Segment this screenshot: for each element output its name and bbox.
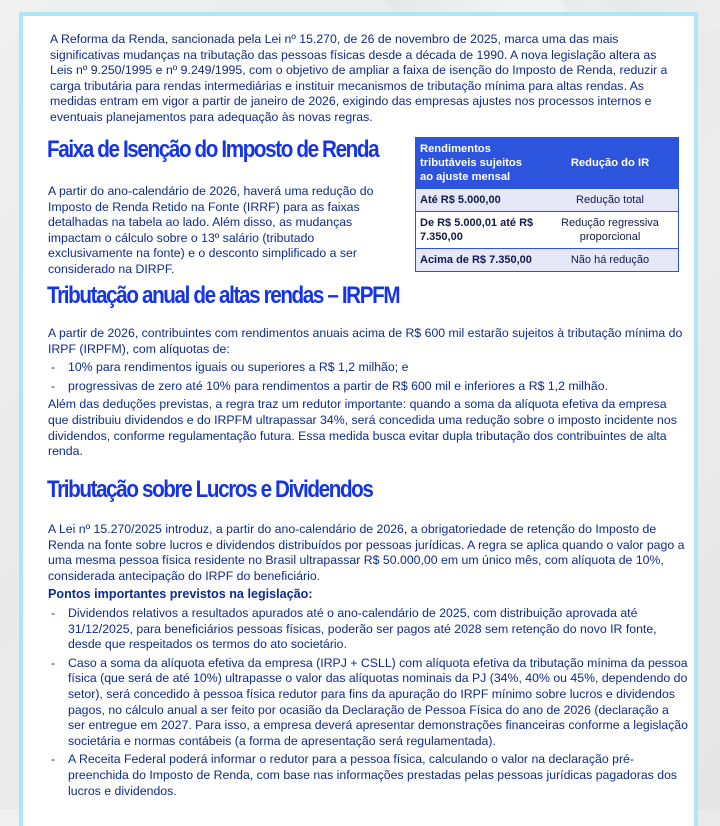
list-item [48, 379, 688, 395]
dash-bullet-icon: - [51, 360, 56, 375]
irpfm-intro: A partir de 2026, contribuintes com rendimentos anuais acima de R$ 600 mil estarão sujeitos à tributação mínima do IRPF (IRPFM), com alíquotas de: [48, 326, 683, 356]
table-row [416, 189, 679, 212]
document-card [19, 12, 698, 826]
lucros-section [48, 522, 688, 799]
table-header-income: Rendimentos tributáveis sujeitos ao ajuste mensal [416, 138, 543, 189]
list-item [48, 606, 688, 653]
list-item [48, 656, 688, 750]
table-cell-reduction: Redução regressiva proporcional [542, 212, 679, 249]
dash-bullet-icon: - [51, 655, 56, 670]
intro-paragraph: A Reforma da Renda, sancionada pela Lei nº 15.270, de 26 de novembro de 2025, marca uma das mais significativas mudanças na tributação das pessoas físicas desde a década de 1990. A nova legislação altera as Leis nº 9.250/1995 e nº 9.249/1995, com o objetivo de ampliar a faixa de isenção do Imposto de Renda, reduzir a carga tributária para rendas intermediárias e instituir mecanismos de tributação mínima para altas rendas. As medidas entram em vigor a partir de janeiro de 2026, exigindo das empresas ajustes nos processos internos e eventuais planejamentos para adequação às novas regras. [50, 32, 668, 124]
table-cell-reduction: Redução total [542, 189, 679, 212]
lucros-intro: A Lei nº 15.270/2025 introduz, a partir do ano-calendário de 2026, a obrigatoriedade de retenção do Imposto de Renda na fonte sobre lucros e dividendos distribuídos por pessoas jurídicas. A regra se aplica quando o valor pago a uma mesma pessoa física residente no Brasil ultrapassar R$ 50.000,00 em um único mês, com alíquota de 10%, considerada antecipação do IRPF do beneficiário. [48, 522, 685, 583]
table-cell-income: De R$ 5.000,01 até R$ 7.350,00 [416, 212, 543, 249]
table-header-reduction: Redução do IR [542, 138, 679, 189]
table-cell-income: Acima de R$ 7.350,00 [416, 249, 543, 272]
list-item-text: Caso a soma da alíquota efetiva da empresa (IRPJ + CSLL) com alíquota efetiva da tributação mínima da pessoa física (que será de até 10%) ultrapasse o valor das alíquotas nominais da PJ (34%, 40% ou 45%, dependendo do setor), será concedido à pessoa física redutor para fins da apuração do IRPF mínimo sobre lucros e dividendos pagos, no cálculo anual a ser feito por ocasião da Declaração de Pessoa Física do ano de 2026 (declaração a ser entregue em 2027. Para isso, a empresa deverá apresentar demonstrações financeiras conforme a legislação societária e normas contábeis (a forma de apresentação será regulamentada). [68, 655, 688, 748]
table-row [416, 249, 679, 272]
section-title-irpfm: Tributação anual de altas rendas – IRPFM [47, 282, 400, 309]
list-item-text: A Receita Federal poderá informar o redutor para a pessoa física, calculando o valor na declaração pré-preenchida do Imposto de Renda, com base nas informações prestadas pelas pessoas jurídicas pagadoras dos lucros e dividendos. [68, 752, 678, 798]
dash-bullet-icon: - [51, 605, 56, 620]
list-item-text: progressivas de zero até 10% para rendimentos a partir de R$ 600 mil e inferiores a R$ 1,2 milhão. [68, 378, 608, 393]
section-title-faixa: Faixa de Isenção do Imposto de Renda [47, 136, 379, 163]
irpfm-section [48, 326, 688, 460]
list-item-text: 10% para rendimentos iguais ou superiores a R$ 1,2 milhão; e [68, 360, 409, 375]
ir-reduction-table [415, 137, 679, 272]
table-header-row [416, 138, 679, 189]
table-cell-reduction: Não há redução [542, 249, 679, 272]
list-item-text: Dividendos relativos a resultados apurados até o ano-calendário de 2025, com distribuição aprovada até 31/12/2025, para beneficiários pessoas físicas, poderão ser pagos até 2028 sem retenção do novo IR fonte, desde que respeitados os termos do ato societário. [68, 605, 657, 652]
dash-bullet-icon: - [51, 752, 56, 767]
list-item [48, 752, 688, 799]
irpfm-redutor-paragraph: Além das deduções previstas, a regra traz um redutor importante: quando a soma da alíquota efetiva da empresa que distribuiu dividendos e do IRPFM ultrapassar 34%, será concedida uma redução sobre o imposto incidente nos dividendos, conforme regulamentação futura. Essa medida busca evitar dupla tributação dos contribuintes de alta renda. [48, 397, 677, 459]
section-title-lucros: Tributação sobre Lucros e Dividendos [47, 476, 373, 503]
table-row [416, 212, 679, 249]
list-item [48, 360, 688, 376]
table-cell-income: Até R$ 5.000,00 [416, 189, 543, 212]
dash-bullet-icon: - [51, 378, 56, 393]
lucros-subheading: Pontos importantes previstos na legislação: [48, 587, 313, 602]
lucros-list [48, 606, 688, 799]
faixa-paragraph: A partir do ano-calendário de 2026, haverá uma redução do Imposto de Renda Retido na Fonte (IRRF) para as faixas detalhadas na tabela ao lado. Além disso, as mudanças impactam o cálculo sobre o 13º salário (tributado exclusivamente na fonte) e o desconto simplificado a ser considerado na DIRPF. [48, 184, 374, 276]
